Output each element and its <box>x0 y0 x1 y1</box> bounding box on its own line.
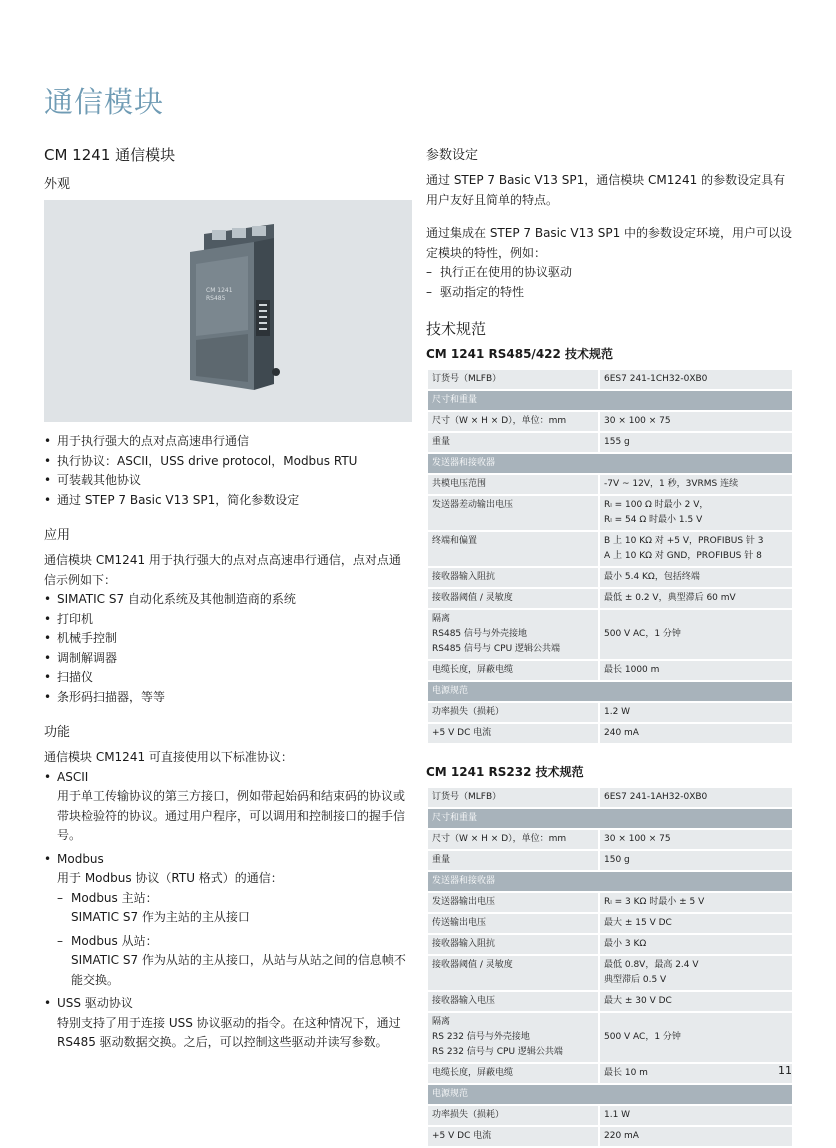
spec-value-line: 最大 ± 30 V DC <box>604 996 672 1006</box>
spec-value <box>599 892 793 913</box>
application-intro: 通信模块 CM1241 用于执行强大的点对点高速串行通信，点对点通信示例如下： <box>44 553 401 587</box>
spec-key: 接收器阈值 / 灵敏度 <box>427 588 599 609</box>
spec-value-line: 500 V AC，1 分钟 <box>604 629 681 639</box>
dash: – <box>57 890 63 905</box>
modbus-slave <box>57 932 412 952</box>
spec-key: 功率损失（损耗） <box>427 1105 599 1126</box>
spec-value <box>599 432 793 453</box>
spec-key: 订货号（MLFB） <box>427 369 599 390</box>
spec-key-line: 隔离 <box>432 614 451 624</box>
param-item: – 执行正在使用的协议驱动 <box>426 263 794 283</box>
spec-key: 电缆长度，屏蔽电缆 <box>427 660 599 681</box>
spec-key: 接收器输入电压 <box>427 991 599 1012</box>
table-row <box>427 567 793 588</box>
section-label: 尺寸和重量 <box>427 808 793 829</box>
table-row <box>427 588 793 609</box>
spec-value-line: 最长 10 m <box>604 1068 648 1078</box>
spec-value <box>599 787 793 808</box>
section-label: 电源规范 <box>427 1084 793 1105</box>
spec-value-line: A 上 10 KΩ 对 GND，PROFIBUS 针 8 <box>604 551 762 561</box>
list-item: • 机械手控制 <box>44 629 412 649</box>
spec-value-line: 最低 0.8V，最高 2.4 V <box>604 960 699 970</box>
function-heading: 功能 <box>44 725 71 740</box>
spec-key: 接收器阈值 / 灵敏度 <box>427 955 599 991</box>
spec-value-line: 6ES7 241-1CH32-0XB0 <box>604 374 708 384</box>
table-row <box>427 991 793 1012</box>
application-list <box>44 590 412 707</box>
spec-value-line: 最小 3 KΩ <box>604 939 647 949</box>
spec-value <box>599 531 793 567</box>
modbus-slave-desc: SIMATIC S7 作为从站的主从接口，从站与从站之间的信息帧不能交换。 <box>71 953 406 987</box>
table-row <box>427 787 793 808</box>
page-number: 11 <box>778 1064 792 1077</box>
spec-key: 尺寸（W × H × D），单位：mm <box>427 829 599 850</box>
spec-key: 终端和偏置 <box>427 531 599 567</box>
table-section-row <box>427 390 793 411</box>
section-label: 发送器和接收器 <box>427 871 793 892</box>
table-row <box>427 913 793 934</box>
spec-key-line: RS 232 信号与外壳接地 <box>432 1032 530 1042</box>
table-section-row <box>427 871 793 892</box>
list-item: • 扫描仪 <box>44 668 412 688</box>
function-intro: 通信模块 CM1241 可直接使用以下标准协议： <box>44 750 293 764</box>
protocol-title: USS 驱动协议 <box>57 996 133 1010</box>
spec-table-rs485 <box>426 368 794 745</box>
protocol-desc: 用于单工传输协议的第三方接口，例如带起始码和结束码的协议或带块检验符的协议。通过用户程序，可以调用和控制接口的握手信号。 <box>57 789 406 842</box>
dash: – <box>57 933 63 948</box>
spec-value-line: Rₗ = 100 Ω 时最小 2 V， <box>604 500 709 510</box>
spec-value-line: 典型滞后 0.5 V <box>604 975 667 985</box>
spec-value <box>599 913 793 934</box>
spec-value-line: 30 × 100 × 75 <box>604 416 671 426</box>
section-label: 电源规范 <box>427 681 793 702</box>
table-section-row <box>427 1084 793 1105</box>
spec-value <box>599 495 793 531</box>
spec-value-line: 1.2 W <box>604 707 631 717</box>
product-image <box>44 200 412 422</box>
spec-key: +5 V DC 电流 <box>427 723 599 744</box>
list-item: • 用于执行强大的点对点高速串行通信 <box>44 432 412 452</box>
spec-value <box>599 1012 793 1063</box>
param-item: – 驱动指定的特性 <box>426 283 794 303</box>
list-item: • SIMATIC S7 自动化系统及其他制造商的系统 <box>44 590 412 610</box>
protocol-title: ASCII <box>57 769 89 784</box>
spec-key: 重量 <box>427 850 599 871</box>
module-label-line-2: RS485 <box>206 295 226 302</box>
spec-heading: 技术规范 <box>426 320 487 338</box>
spec-value-line: 220 mA <box>604 1131 639 1141</box>
spec-key: 共模电压范围 <box>427 474 599 495</box>
table-row <box>427 609 793 660</box>
spec-key: 发送器输出电压 <box>427 892 599 913</box>
spec-value <box>599 567 793 588</box>
table-row <box>427 531 793 567</box>
spec-value-line: 最长 1000 m <box>604 665 660 675</box>
spec-value-line: 最大 ± 15 V DC <box>604 918 672 928</box>
spec-value <box>599 850 793 871</box>
spec-value <box>599 1063 793 1084</box>
table-row <box>427 369 793 390</box>
spec-value-line: 30 × 100 × 75 <box>604 834 671 844</box>
section-label: 尺寸和重量 <box>427 390 793 411</box>
modbus-master-title: Modbus 主站： <box>71 890 158 905</box>
list-item: • 打印机 <box>44 610 412 630</box>
module-heading: CM 1241 通信模块 <box>44 146 176 164</box>
spec-value-line: 240 mA <box>604 728 639 738</box>
spec-key: 尺寸（W × H × D），单位：mm <box>427 411 599 432</box>
table2-title: CM 1241 RS232 技术规范 <box>426 765 584 779</box>
table-row <box>427 702 793 723</box>
list-item: • 可装载其他协议 <box>44 471 412 491</box>
right-column <box>426 144 794 1148</box>
spec-key: 接收器输入阻抗 <box>427 567 599 588</box>
table-row <box>427 850 793 871</box>
modbus-slave-title: Modbus 从站： <box>71 933 158 948</box>
list-item: • 条形码扫描器，等等 <box>44 688 412 708</box>
spec-value <box>599 1105 793 1126</box>
spec-value <box>599 955 793 991</box>
protocol-item-uss <box>44 994 412 1053</box>
table-row <box>427 1126 793 1147</box>
protocol-item-ascii <box>44 768 412 846</box>
spec-value <box>599 991 793 1012</box>
table-section-row <box>427 453 793 474</box>
spec-value <box>599 702 793 723</box>
table-section-row <box>427 681 793 702</box>
spec-key <box>427 1012 599 1063</box>
spec-value <box>599 723 793 744</box>
modbus-master <box>57 889 412 909</box>
list-item: • 通过 STEP 7 Basic V13 SP1，简化参数设定 <box>44 491 412 511</box>
page-title: 通信模块 <box>44 85 165 119</box>
list-item: • 执行协议：ASCII，USS drive protocol，Modbus RTU <box>44 452 412 472</box>
spec-key <box>427 609 599 660</box>
spec-key: 重量 <box>427 432 599 453</box>
spec-value <box>599 474 793 495</box>
feature-list <box>44 432 412 510</box>
spec-value <box>599 660 793 681</box>
spec-value-line: 500 V AC，1 分钟 <box>604 1032 681 1042</box>
spec-key-line: 隔离 <box>432 1017 451 1027</box>
spec-value-line: B 上 10 KΩ 对 +5 V，PROFIBUS 针 3 <box>604 536 764 546</box>
protocol-title: Modbus <box>57 851 104 866</box>
spec-value <box>599 411 793 432</box>
spec-value-line: 155 g <box>604 437 630 447</box>
section-label: 发送器和接收器 <box>427 453 793 474</box>
left-column <box>44 144 412 1053</box>
spec-key: +5 V DC 电流 <box>427 1126 599 1147</box>
spec-value-line: Rₗ = 54 Ω 时最小 1.5 V <box>604 515 703 525</box>
protocol-list <box>44 768 412 1053</box>
spec-value-line: 6ES7 241-1AH32-0XB0 <box>604 792 708 802</box>
spec-key: 功率损失（损耗） <box>427 702 599 723</box>
spec-value-line: -7V ~ 12V，1 秒，3VRMS 连续 <box>604 479 739 489</box>
spec-key-line: RS485 信号与外壳接地 <box>432 629 528 639</box>
spec-value <box>599 588 793 609</box>
appearance-label: 外观 <box>44 177 71 192</box>
table-row <box>427 955 793 991</box>
protocol-desc: 特别支持了用于连接 USS 协议驱动的指令。在这种情况下，通过 RS485 驱动数据交换。之后，可以控制这些驱动并读写参数。 <box>57 1015 401 1049</box>
protocol-desc: 用于 Modbus 协议（RTU 格式）的通信： <box>57 871 283 885</box>
table-section-row <box>427 808 793 829</box>
spec-value <box>599 609 793 660</box>
spec-key-line: RS 232 信号与 CPU 逻辑公共端 <box>432 1047 563 1057</box>
param-paragraph-1: 通过 STEP 7 Basic V13 SP1，通信模块 CM1241 的参数设定具有用户友好且简单的特点。 <box>426 173 786 207</box>
table-row <box>427 474 793 495</box>
table-row <box>427 411 793 432</box>
param-heading: 参数设定 <box>426 148 479 163</box>
table-row <box>427 892 793 913</box>
list-item: • 调制解调器 <box>44 649 412 669</box>
spec-key-line: RS485 信号与 CPU 逻辑公共端 <box>432 644 561 654</box>
spec-key: 接收器输入阻抗 <box>427 934 599 955</box>
spec-value-line: 最低 ± 0.2 V，典型滞后 60 mV <box>604 593 736 603</box>
spec-key: 传送输出电压 <box>427 913 599 934</box>
application-heading: 应用 <box>44 528 71 543</box>
spec-value-line: 最小 5.4 KΩ，包括终端 <box>604 572 700 582</box>
spec-value <box>599 369 793 390</box>
table-row <box>427 1063 793 1084</box>
spec-value <box>599 1126 793 1147</box>
table-row <box>427 495 793 531</box>
table-row <box>427 934 793 955</box>
module-label-line-1: CM 1241 <box>206 287 233 294</box>
table-row <box>427 432 793 453</box>
spec-key: 发送器差动输出电压 <box>427 495 599 531</box>
dash: – <box>426 265 432 279</box>
spec-value <box>599 829 793 850</box>
spec-value <box>599 934 793 955</box>
table1-title: CM 1241 RS485/422 技术规范 <box>426 347 614 361</box>
modbus-master-desc: SIMATIC S7 作为主站的主从接口 <box>71 910 250 924</box>
param-paragraph-2: 通过集成在 STEP 7 Basic V13 SP1 中的参数设定环境，用户可以设定模块的特性，例如： <box>426 226 793 260</box>
table-row <box>427 660 793 681</box>
spec-value-line: Rₗ = 3 KΩ 时最小 ± 5 V <box>604 897 705 907</box>
spec-value-line: 150 g <box>604 855 630 865</box>
cm1241-module-illustration <box>182 222 280 394</box>
spec-value-line: 1.1 W <box>604 1110 631 1120</box>
dash: – <box>426 284 432 299</box>
table-row <box>427 1105 793 1126</box>
table-row <box>427 723 793 744</box>
spec-table-rs232 <box>426 786 794 1148</box>
spec-key: 订货号（MLFB） <box>427 787 599 808</box>
spec-key: 电缆长度，屏蔽电缆 <box>427 1063 599 1084</box>
table-row <box>427 829 793 850</box>
table-row <box>427 1012 793 1063</box>
protocol-item-modbus <box>44 850 412 991</box>
